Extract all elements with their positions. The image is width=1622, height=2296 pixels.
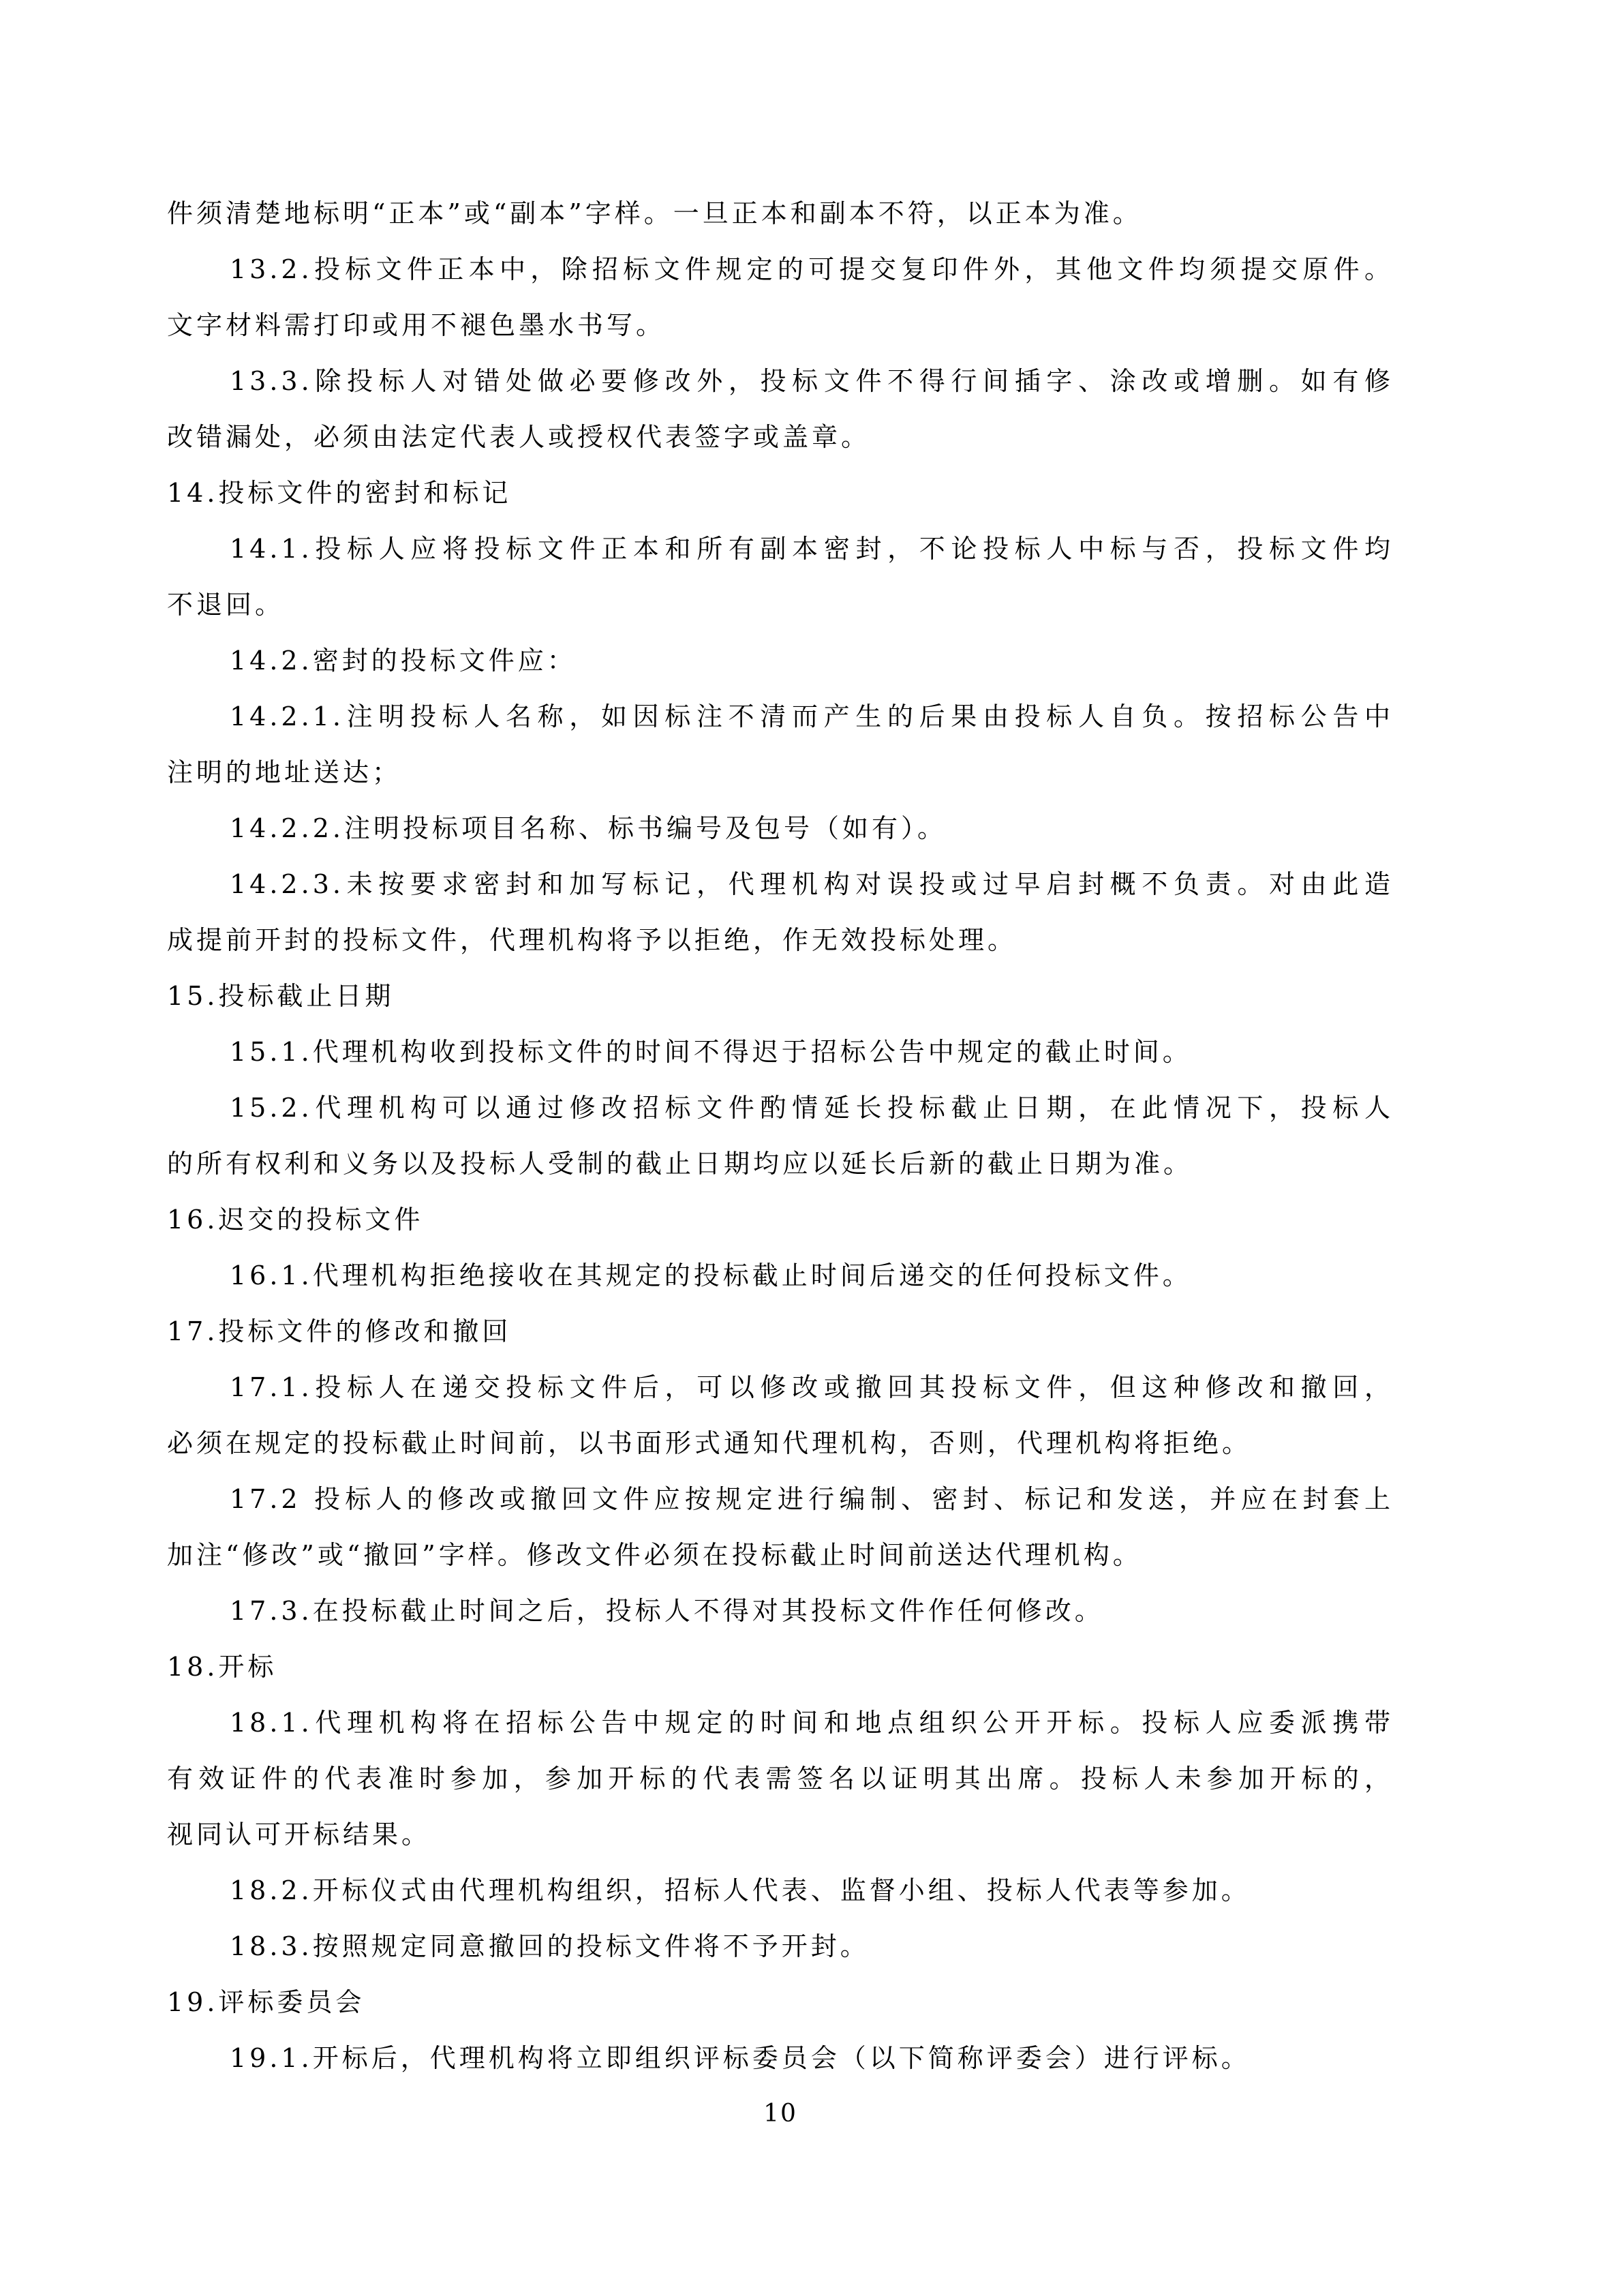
text-line: 成提前开封的投标文件，代理机构将予以拒绝，作无效投标处理。	[167, 925, 1017, 955]
text-line: 19.1.开标后，代理机构将立即组织评标委员会（以下简称评委会）进行评标。	[230, 2043, 1251, 2073]
text-line: 15.投标截止日期	[167, 981, 395, 1011]
text-line: 18.3.按照规定同意撤回的投标文件将不予开封。	[230, 1931, 870, 1961]
text-line: 改错漏处，必须由法定代表人或授权代表签字或盖章。	[167, 422, 871, 452]
text-line: 18.2.开标仪式由代理机构组织，招标人代表、监督小组、投标人代表等参加。	[230, 1875, 1251, 1905]
text-line: 视同认可开标结果。	[167, 1819, 431, 1849]
text-line: 13.3.除投标人对错处做必要修改外，投标文件不得行间插字、涂改或增删。如有修	[230, 366, 1394, 396]
text-line: 的所有权利和义务以及投标人受制的截止日期均应以延长后新的截止日期为准。	[167, 1149, 1193, 1179]
text-line: 有效证件的代表准时参加，参加开标的代表需签名以证明其出席。投标人未参加开标的，	[167, 1764, 1394, 1794]
text-line: 14.2.密封的投标文件应：	[230, 646, 577, 676]
text-line: 加注“修改”或“撤回”字样。修改文件必须在投标截止时间前送达代理机构。	[167, 1540, 1142, 1570]
text-line: 不退回。	[167, 590, 285, 620]
text-line: 必须在规定的投标截止时间前，以书面形式通知代理机构，否则，代理机构将拒绝。	[167, 1428, 1252, 1458]
text-line: 13.2.投标文件正本中，除招标文件规定的可提交复印件外，其他文件均须提交原件。	[230, 254, 1394, 284]
text-line: 16.迟交的投标文件	[167, 1205, 424, 1235]
text-line: 14.2.1.注明投标人名称，如因标注不清而产生的后果由投标人自负。按招标公告中	[230, 701, 1394, 731]
text-line: 19.评标委员会	[167, 1987, 365, 2017]
text-line: 15.1.代理机构收到投标文件的时间不得迟于招标公告中规定的截止时间。	[230, 1037, 1192, 1067]
text-line: 17.3.在投标截止时间之后，投标人不得对其投标文件作任何修改。	[230, 1596, 1104, 1626]
text-line: 14.2.3.未按要求密封和加写标记，代理机构对误投或过早启封概不负责。对由此造	[230, 869, 1394, 899]
text-line: 注明的地址送达；	[167, 757, 402, 787]
text-line: 17.1.投标人在递交投标文件后，可以修改或撤回其投标文件，但这种修改和撤回，	[230, 1372, 1394, 1402]
text-line: 14.2.2.注明投标项目名称、标书编号及包号（如有）。	[230, 813, 947, 843]
page-number: 10	[763, 2100, 797, 2128]
text-line: 17.2 投标人的修改或撤回文件应按规定进行编制、密封、标记和发送，并应在封套上	[230, 1484, 1394, 1514]
text-line: 文字材料需打印或用不褪色墨水书写。	[167, 310, 666, 340]
text-line: 16.1.代理机构拒绝接收在其规定的投标截止时间后递交的任何投标文件。	[230, 1260, 1192, 1290]
text-line: 18.开标	[167, 1652, 277, 1682]
text-line: 15.2.代理机构可以通过修改招标文件酌情延长投标截止日期，在此情况下，投标人	[230, 1093, 1394, 1123]
text-line: 17.投标文件的修改和撤回	[167, 1316, 512, 1346]
text-line: 18.1.代理机构将在招标公告中规定的时间和地点组织公开开标。投标人应委派携带	[230, 1708, 1394, 1738]
text-line: 14.1.投标人应将投标文件正本和所有副本密封，不论投标人中标与否，投标文件均	[230, 534, 1394, 564]
document-body	[167, 185, 1394, 2086]
text-line: 件须清楚地标明“正本”或“副本”字样。一旦正本和副本不符，以正本为准。	[167, 198, 1142, 228]
text-line: 14.投标文件的密封和标记	[167, 478, 512, 508]
